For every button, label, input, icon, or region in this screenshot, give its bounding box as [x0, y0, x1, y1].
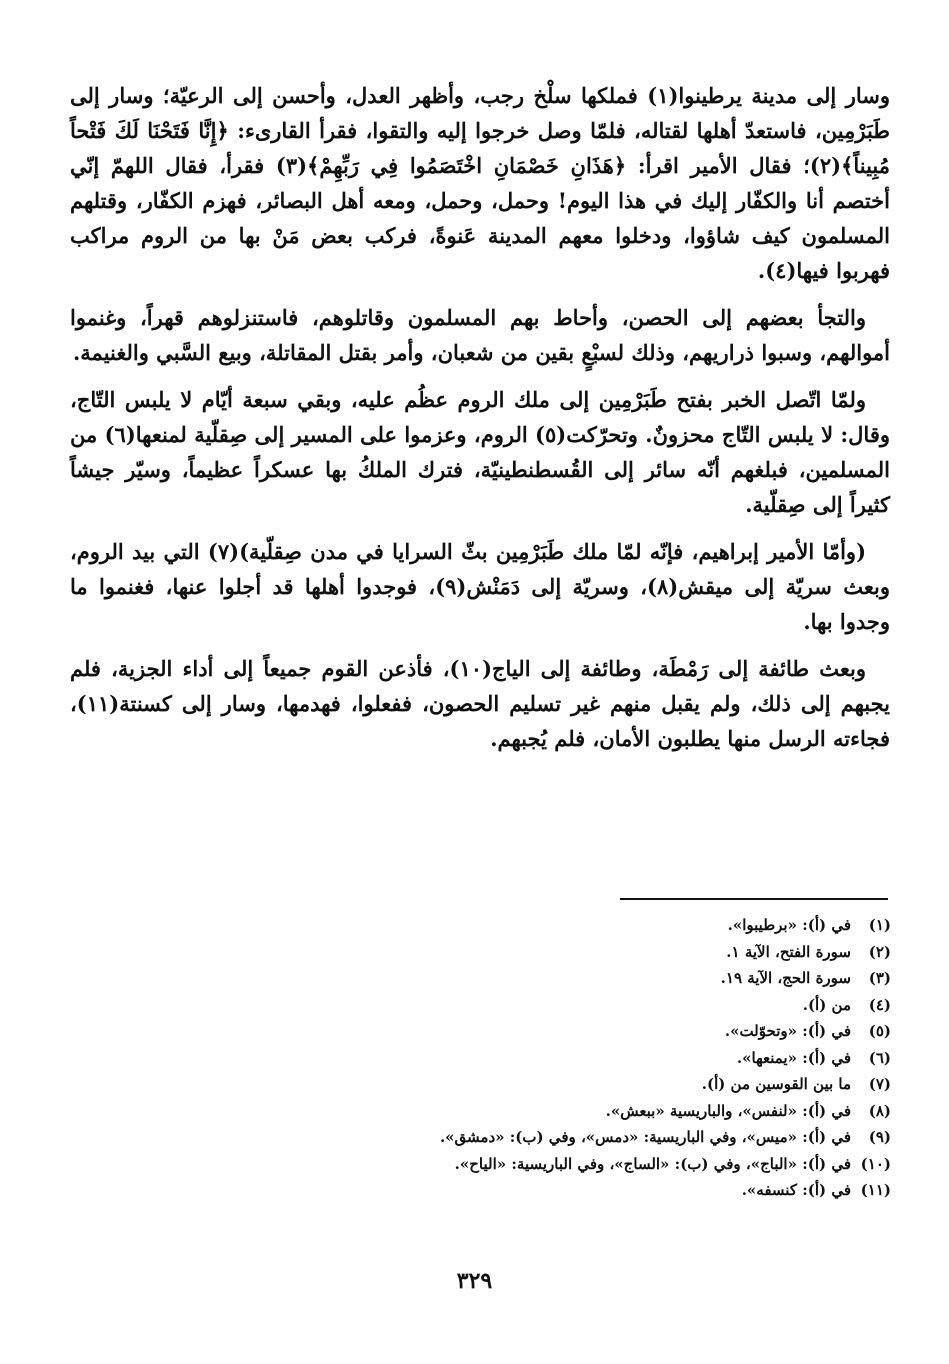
footnote-number: (٤): [868, 995, 891, 1014]
footnote-5: [61, 1018, 891, 1045]
footnote-text: في (أ): «يمنعها».: [736, 1048, 851, 1067]
footnote-text: ما بين القوسين من (أ).: [701, 1075, 851, 1093]
footnote-9: [61, 1124, 891, 1151]
footnote-text: سورة الفتح، الآية ١.: [726, 942, 851, 961]
footnote-7: [61, 1071, 891, 1098]
footnote-divider: [620, 898, 888, 900]
footnote-number: (٩): [868, 1128, 891, 1146]
paragraph-3: ولمّا اتّصل الخبر بفتح طَبَرْمِين إلى ملك الروم عظُم عليه، وبقي سبعة أيّام لا يلبس التّاج، وقال: لا يلبس التّاج محزونٌ. وتحرّكت(٥) الروم، وعزموا على المسير إلى صِقلّية لمنعها(٦) من المسلمين، فبلغهم أنّه سائر إلى القُسطنطينيّة، فترك الملكُ بها عسكراً عظيماً، وسيّر جيشاً كثيراً إلى صِقلّية.: [70, 387, 891, 517]
footnote-number: (٥): [868, 1022, 891, 1040]
footnote-4: [61, 992, 891, 1019]
footnote-1: [61, 912, 891, 939]
footnote-text: في (أ): «وتحوّلت».: [724, 1022, 851, 1040]
footnote-number: (٦): [868, 1048, 891, 1067]
main-text: [70, 78, 890, 768]
footnote-text: في (أ): «لنفس»، والباريسية «ببعش».: [605, 1101, 851, 1120]
footnote-text: سورة الحج، الآية ١٩.: [720, 969, 851, 987]
paragraph-4: (وأمّا الأمير إبراهيم، فإنّه لمّا ملك طَبَرْمِين بثّ السرايا في مدن صِقلّية)(٧) التي بيد الروم، وبعث سريّة إلى ميقش(٨)، وسريّة إلى دَمَنْش(٩)، فوجدوا أهلها قد أجلوا عنها، فغنموا ما وجدوا بها.: [70, 539, 890, 634]
paragraph-1: وسار إلى مدينة يرطينوا(١) فملكها سلْخ رجب، وأظهر العدل، وأحسن إلى الرعيّة؛ وسار إلى طَبَرْمِين، فاستعدّ أهلها لقتاله، فلمّا وصل خرجوا إليه والتقوا، فقرأ القارىء: ﴿إِنَّا فَتَحْنَا لَكَ فَتْحاً مُبِيناً﴾(٢)؛ فقال الأمير اقرأ: ﴿هَذَانِ خَصْمَانِ اخْتَصَمُوا فِي رَبِّهِمْ﴾(٣) فقرأ، فقال اللهمّ إنّي أختصم أنا والكفّار إليك في هذا اليوم! وحمل، وحمل، ومعه أهل البصائر، فهزم الكفّار، وقتلهم المسلمون كيف شاؤوا، ودخلوا معهم المدينة عَنوةً، فركب بعض مَنْ بها من الروم مراكب فهربوا فيها(٤).: [70, 83, 890, 283]
footnote-2: [61, 939, 891, 966]
footnotes: [61, 912, 891, 1204]
footnote-text: في (أ): «برطيبوا».: [727, 916, 851, 934]
footnote-number: (٢): [868, 942, 891, 961]
footnote-number: (٣): [868, 969, 891, 987]
paragraph-5: وبعث طائفة إلى رَمْطَة، وطائفة إلى الياج(١٠)، فأذعن القوم جميعاً إلى أداء الجزية، فلم يجبهم إلى ذلك، ولم يقبل منهم غير تسليم الحصون، ففعلوا، فهدمها، وسار إلى كسنتة(١١)، فجاءته الرسل منها يطلبون الأمان، فلم يُجبهم.: [70, 656, 890, 751]
footnote-8: [61, 1098, 891, 1125]
footnote-11: [61, 1177, 891, 1204]
footnote-number: (٨): [868, 1101, 891, 1120]
footnote-text: من (أ).: [802, 995, 851, 1014]
footnote-text: في (أ): «ميس»، وفي الباريسية: «دمس»، وفي (ب): «دمشق».: [439, 1128, 851, 1146]
footnote-number: (١٠): [860, 1154, 891, 1173]
footnote-6: [61, 1045, 891, 1072]
footnote-text: في (أ): «الباج»، وفي (ب): «الساج»، وفي الباريسية: «الياح».: [454, 1154, 851, 1173]
footnote-10: [61, 1151, 891, 1178]
footnote-number: (١١): [860, 1181, 891, 1199]
footnote-3: [61, 965, 891, 992]
page-number: ٣٢٩: [456, 1268, 493, 1294]
footnote-number: (٧): [868, 1075, 891, 1093]
footnote-number: (١): [868, 916, 891, 934]
footnote-text: في (أ): كنسفه».: [741, 1181, 851, 1199]
paragraph-2: والتجأ بعضهم إلى الحصن، وأحاط بهم المسلمون وقاتلوهم، فاستنزلوهم قهراً، وغنموا أموالهم، وسبوا ذراريهم، وذلك لسبْعٍ بقين من شعبان، وأمر بقتل المقاتلة، وبيع السَّبي والغنيمة.: [70, 305, 890, 365]
